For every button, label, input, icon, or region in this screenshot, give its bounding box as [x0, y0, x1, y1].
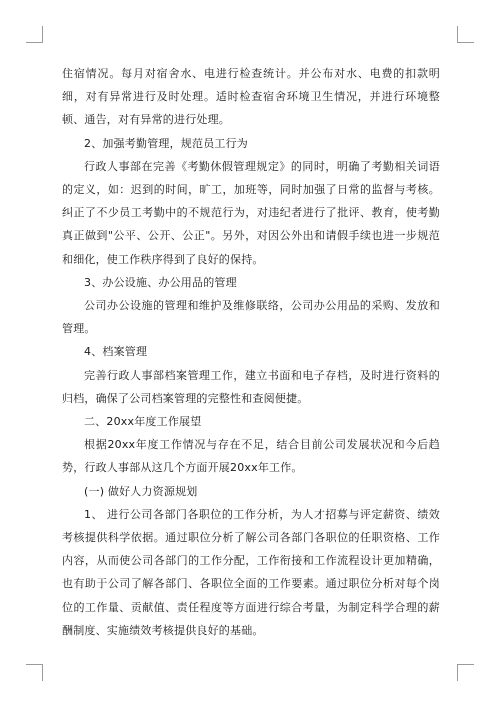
section-heading-outlook: 二、20xx年度工作展望 — [84, 415, 202, 429]
section-heading-archives: 4、档案管理 — [84, 345, 148, 359]
section-heading-hr-planning: (一) 做好人力资源规划 — [84, 484, 198, 498]
section-heading-office-facilities: 3、办公设施、办公用品的管理 — [84, 275, 237, 289]
crop-mark-top-left — [26, 26, 43, 43]
document-body — [62, 62, 440, 642]
section-heading-attendance: 2、加强考勤管理，规范员工行为 — [84, 136, 248, 150]
crop-mark-bottom-left — [26, 664, 43, 681]
paragraph-attendance: 行政人事部在完善《考勤休假管理规定》的同时，明确了考勤相关词语的定义，如：迟到的时间，旷工，加班等，同时加强了日常的监督与考核。纠正了不少员工考勤中的不规范行为，对违纪者进行了批评、教育，使考勤真正做到"公平、公开、公正"。另外，对因公外出和请假手续也进一步规范和细化，使工作秩序得到了良好的保持。 — [62, 159, 440, 266]
paragraph-job-analysis: 1、 进行公司各部门各职位的工作分析，为人才招募与评定薪资、绩效考核提供科学依据。通过职位分析了解公司各部门各职位的任职资格、工作内容，从而使公司各部门的工作分配，工作衔接和工作流程设计更加精确，也有助于公司了解各部门、各职位全面的工作要素。通过职位分析对每个岗位的工作量、贡献值、责任程度等方面进行综合考量，为制定科学合理的薪酬制度、实施绩效考核提供良好的基础。 — [62, 507, 440, 637]
crop-mark-bottom-right — [457, 664, 474, 681]
paragraph-office-facilities: 公司办公设施的管理和维护及维修联络，公司办公用品的采购、发放和管理。 — [62, 299, 440, 336]
paragraph-dorm-inspection: 住宿情况。每月对宿舍水、电进行检查统计。并公布对水、电费的扣款明细，对有异常进行及时处理。适时检查宿舍环境卫生情况，并进行环境整顿、通告，对有异常的进行处理。 — [62, 67, 440, 127]
paragraph-archives: 完善行政人事部档案管理工作，建立书面和电子存档，及时进行资料的归档，确保了公司档案管理的完整性和查阅便捷。 — [62, 368, 440, 405]
paragraph-outlook: 根据20xx年度工作情况与存在不足，结合目前公司发展状况和今后趋势，行政人事部从这几个方面开展20xx年工作。 — [62, 438, 440, 475]
crop-mark-top-right — [457, 26, 474, 43]
